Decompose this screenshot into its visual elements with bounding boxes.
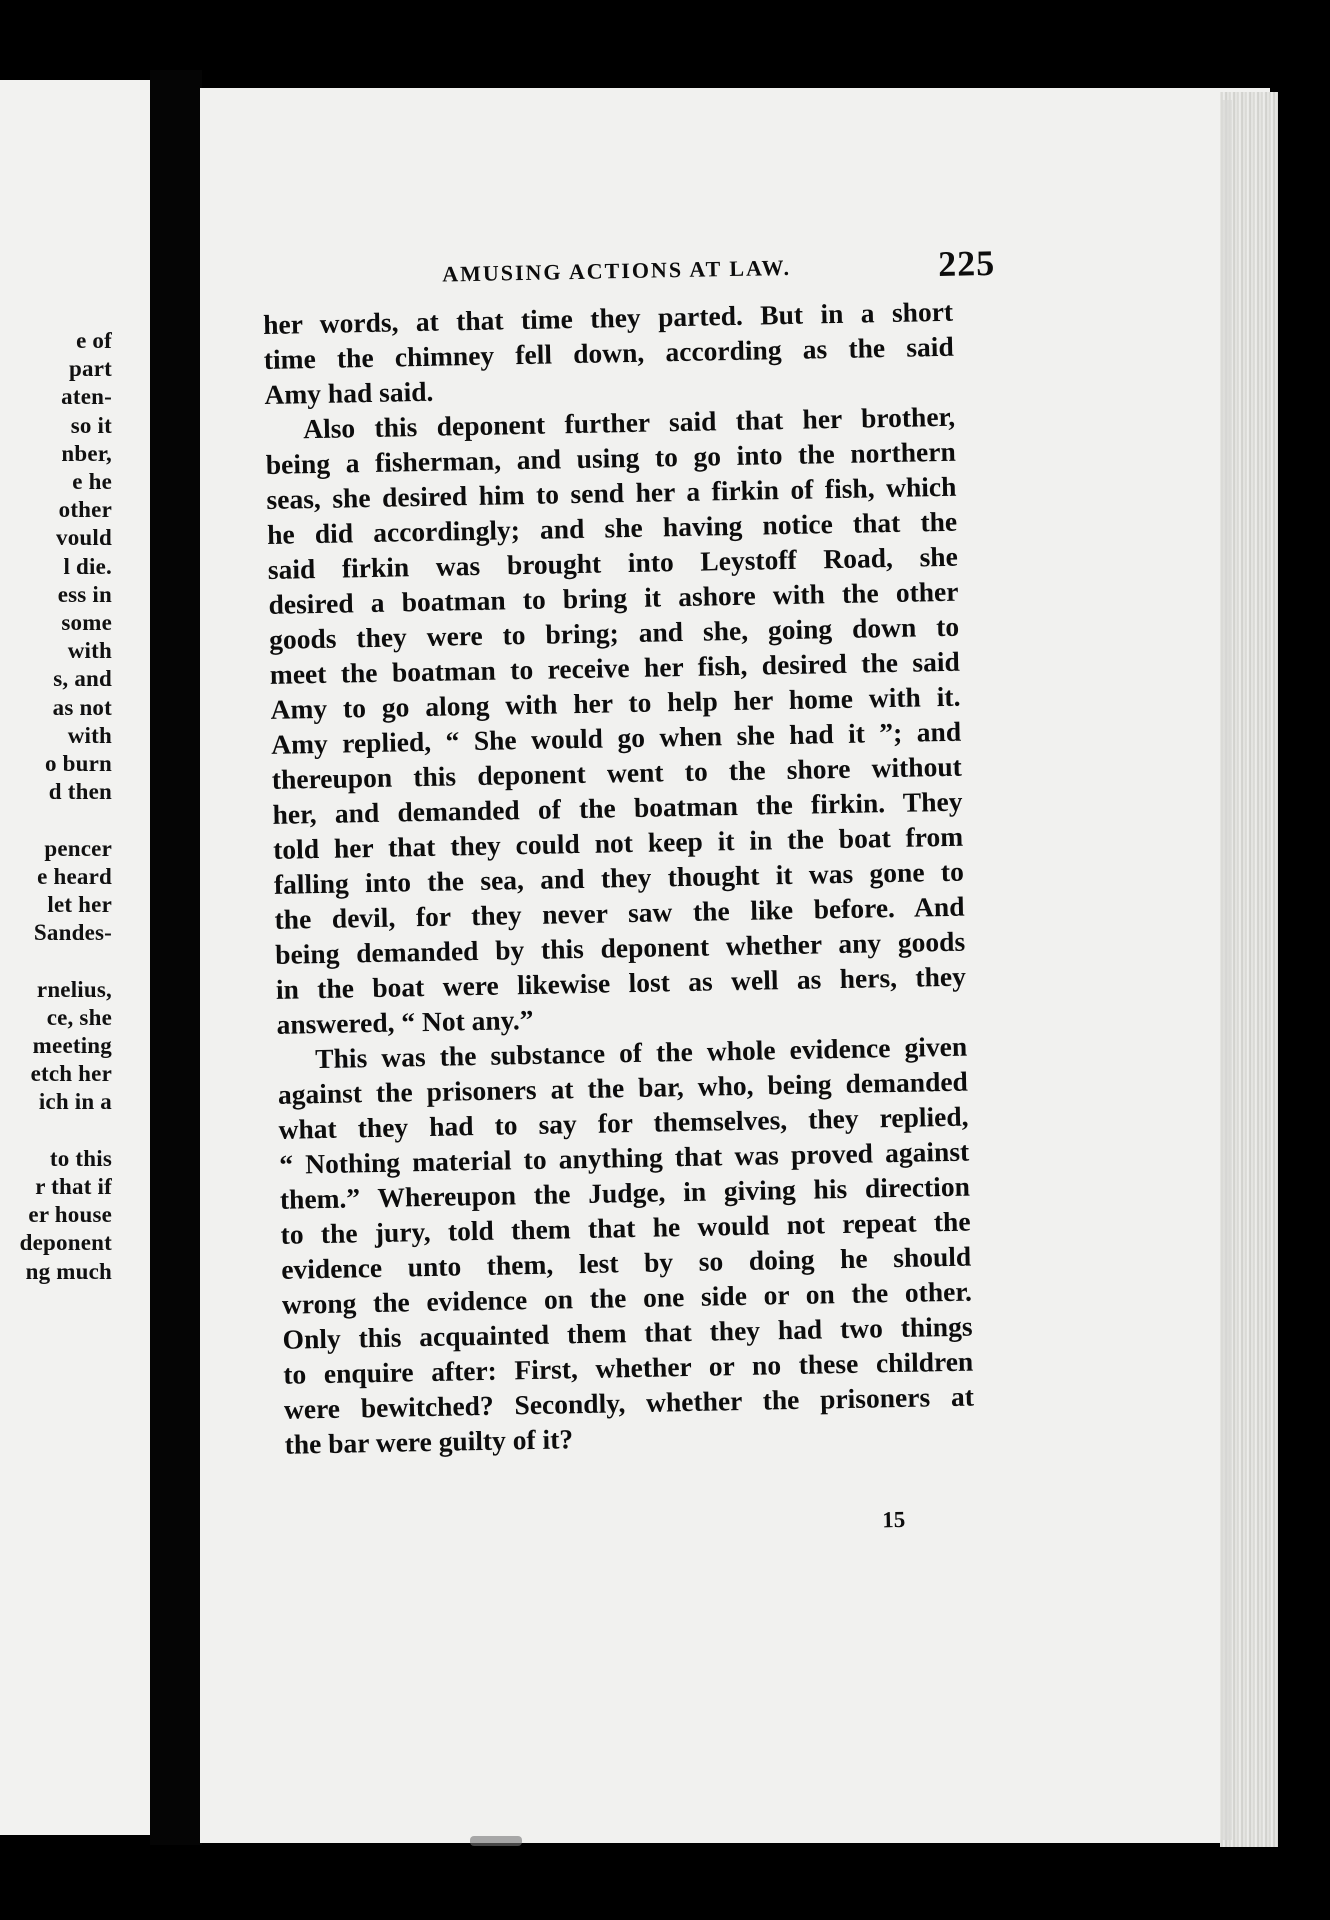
left-page-line: aten- [61, 384, 112, 410]
body-line: them.” Whereupon the Judge, in giving his direction [279, 1170, 971, 1215]
body-line: Amy replied, “ She would go when she had it ”; and [270, 715, 962, 760]
body-line: answered, “ Not any.” [276, 1003, 534, 1040]
body-line: he did accordingly; and she having notice that the [266, 505, 958, 550]
left-page-line: deponent [19, 1230, 112, 1256]
left-page-line: part [69, 356, 112, 382]
page-edge-shadow [1222, 100, 1232, 1840]
body-line: evidence unto them, lest by so doing he should [280, 1240, 972, 1285]
left-page-line: pencer [44, 835, 112, 861]
left-page-line: s, and [53, 666, 112, 692]
left-page-line: rnelius, [36, 976, 112, 1002]
left-page-line: with [67, 638, 112, 664]
body-line: seas, she desired him to send her a firkin of fish, which [266, 470, 957, 515]
signature-mark: 15 [881, 1506, 906, 1533]
left-page-line: meeting [32, 1033, 112, 1058]
body-line: thereupon this deponent went to the shore without [271, 750, 963, 795]
left-page-line: ich in a [38, 1089, 112, 1115]
body-line: what they had to say for themselves, they replied, [278, 1100, 969, 1145]
left-page-line: d then [48, 779, 112, 805]
book-spine [150, 70, 202, 1845]
body-line: to enquire after: First, whether or no these children [283, 1345, 974, 1390]
left-page-line: etch her [30, 1061, 112, 1087]
left-page-line: some [61, 610, 112, 635]
body-line: her, and demanded of the boatman the firkin. They [272, 785, 963, 830]
left-page-line: other [58, 497, 112, 523]
body-line: told her that they could not keep it in the boat from [272, 820, 964, 865]
left-page-line: e of [76, 328, 112, 353]
body-line: “ Nothing material to anything that was proved against [278, 1135, 970, 1180]
body-line: desired a boatman to bring it ashore with the other [268, 575, 959, 620]
body-line: Amy had said. [264, 375, 434, 410]
left-page-line: ng much [25, 1258, 112, 1284]
left-page-line: e he [72, 469, 112, 494]
body-line: Amy to go along with her to help her home with it. [270, 680, 961, 725]
body-line: wrong the evidence on the one side or on the other. [281, 1275, 973, 1320]
running-head: AMUSING ACTIONS AT LAW. [441, 254, 792, 287]
body-line: the bar were guilty of it? [284, 1423, 574, 1460]
body-line: falling into the sea, and they thought it was gone to [273, 855, 965, 900]
left-page-line: l die. [63, 553, 112, 579]
left-page-line: nber, [61, 440, 112, 466]
left-page-line: Sandes- [33, 920, 112, 946]
left-page-line: to this [49, 1145, 112, 1171]
body-line: being demanded by this deponent whether any goods [274, 925, 966, 970]
page-number: 225 [937, 242, 996, 285]
body-line: were bewitched? Secondly, whether the prisoners at [283, 1380, 975, 1425]
body-line: the devil, for they never saw the like before. And [274, 890, 965, 935]
body-line: said firkin was brought into Leystoff Road, she [267, 540, 959, 585]
body-line: to the jury, told them that he would not repeat the [280, 1205, 971, 1250]
body-line: meet the boatman to receive her fish, desired the said [269, 645, 961, 690]
body-line: Also this deponent further said that her brother, [302, 400, 956, 445]
left-page-line: as not [52, 694, 112, 720]
body-line: in the boat were likewise lost as well as hers, they [275, 960, 967, 1005]
left-page-line: o burn [44, 751, 112, 776]
body-text [263, 294, 985, 1462]
left-page-line: with [67, 722, 112, 748]
body-line: goods they were to bring; and she, going down to [268, 610, 960, 655]
left-page-line: er house [28, 1202, 112, 1228]
left-page-line: let her [47, 892, 112, 917]
left-page-line: ess in [57, 581, 112, 607]
body-line: time the chimney fell down, according as the said [263, 330, 954, 375]
binding-smudge [470, 1836, 522, 1846]
left-page-line: e heard [37, 863, 112, 889]
body-line: Only this acquainted them that they had two things [282, 1310, 973, 1355]
body-line: This was the substance of the whole evidence given [314, 1030, 968, 1075]
body-line: being a fisherman, and using to go into the northern [265, 435, 957, 480]
left-page [0, 80, 156, 1835]
body-line: her words, at that time they parted. But in a short [262, 295, 954, 340]
left-page-line: r that if [35, 1174, 112, 1199]
body-line: against the prisoners at the bar, who, being demanded [277, 1065, 969, 1110]
left-page-line: ce, she [46, 1004, 112, 1030]
left-page-line: so it [70, 412, 112, 438]
left-page-line: vould [56, 525, 112, 551]
